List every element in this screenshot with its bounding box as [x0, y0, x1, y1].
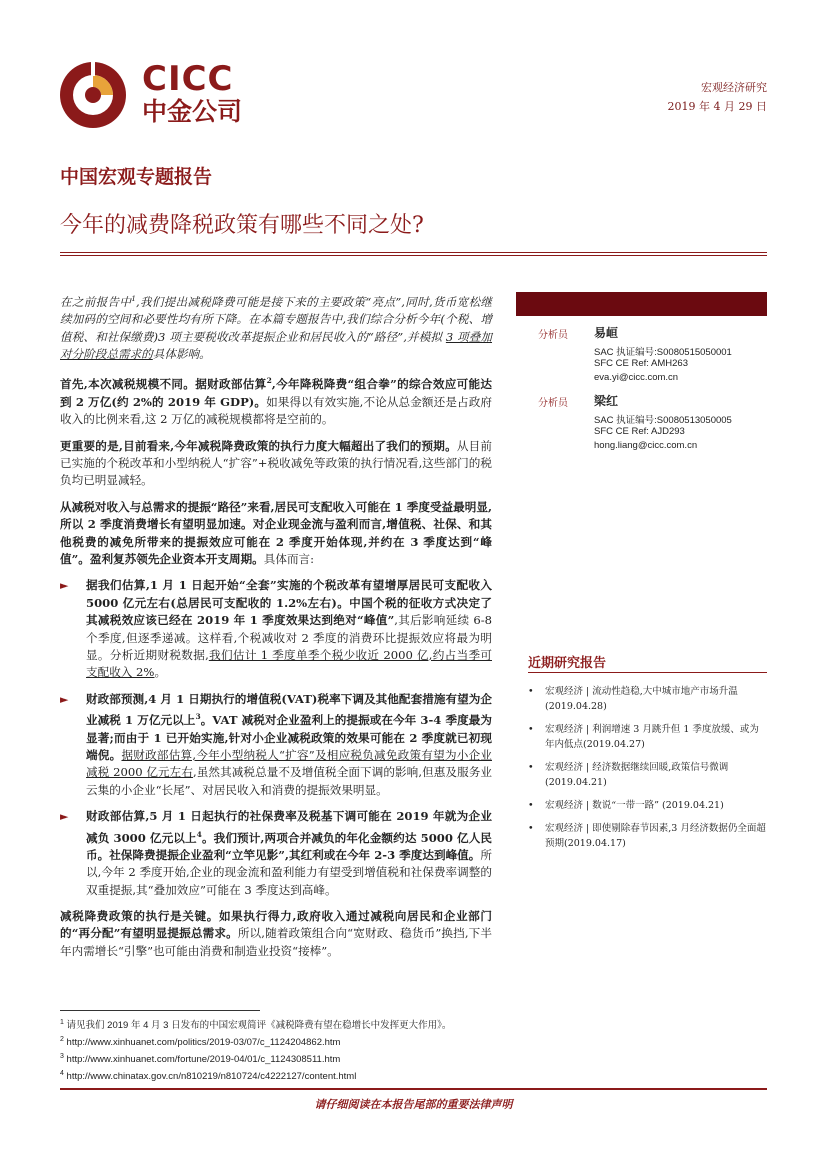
analyst-name: 易峘 [594, 326, 619, 340]
paragraph-4: 减税降费政策的执行是关键。如果执行得力,政府收入通过减税向居民和企业部门的“再分配”有望明显提振总需求。所以,随着政策组合向“宽财政、稳货币”换挡,下半年内需增长“引擎”也可能由消费和制造业投资“接棒”。 [60, 909, 493, 958]
recent-report-item[interactable]: • 宏观经济 | 利润增速 3 月跳升但 1 季度放缓、或为年内低点(2019.04.27) [528, 724, 759, 750]
footnote[interactable]: $^4$ http://www.chinatax.gov.cn/n810219/n810724/c4222127/content.html [60, 1069, 357, 1083]
report-date: 2019 年 4 月 29 日 [667, 100, 767, 113]
recent-reports-list [528, 684, 767, 859]
analyst-email[interactable]: hong.liang@cicc.com.cn [594, 440, 698, 451]
cicc-logo [58, 60, 278, 130]
recent-reports-title: 近期研究报告 [528, 656, 607, 671]
report-type: 中国宏观专题报告 [60, 166, 213, 188]
analyst-sac: SAC 执证编号:S0080515050001 [594, 347, 732, 358]
report-title: 今年的减费降税政策有哪些不同之处? [60, 213, 424, 238]
analyst-label: 分析员 [538, 398, 568, 409]
recent-reports-divider [528, 672, 767, 673]
paragraph-3: 从减税对收入与总需求的提振“路径”来看,居民可支配收入可能在 1 季度受益最明显,所以 2 季度消费增长有望明显加速。对企业现金流与盈利而言,增值税、社保、和其他税费的减免所带来的提振效应可能在 2 季度开始体现,并约在 3 季度达到“峰值”。盈利复苏领先企业资本开支周期。具体而言: [60, 499, 492, 566]
recent-report-item[interactable]: • 宏观经济 | 经济数据继续回暖,政策信号微调 (2019.04.21) [528, 762, 729, 788]
analyst-label: 分析员 [538, 330, 568, 341]
cicc-logo-icon [58, 60, 128, 130]
paragraph-1: 首先,本次减税规模不同。据财政部估算$^2$,今年降税降费“组合拳”的综合效应可能达到 2 万亿(约 2%的 2019 年 GDP)。如果得以有效实施,不论从总金额还是占政府收入的比例来看,这 2 万亿的减税规模都将是空前的。 [60, 376, 493, 427]
bullet-dot-icon: • [528, 724, 534, 735]
recent-report-item[interactable]: • 宏观经济 | 数说“一带一路” (2019.04.21) [528, 800, 724, 811]
arrow-bullet-icon: ► [60, 810, 69, 824]
bullet-item: ► 财政部估算,5 月 1 日起执行的社保费率及税基下调可能在 2019 年就为企业减负 3000 亿元以上$^4$。我们预计,两项合并减负的年化金额约达 5000 亿人民币。社保降费提振企业盈利“立竿见影”,其红利或在今年 2-3 季度达到峰值。所以,今年 2 季度开始,企业的现金流和盈利能力有望受到增值税和社保费率调整的双重提振,其“叠加效应”可能在 3 季度达到高峰。 [60, 809, 492, 897]
analyst-card [538, 392, 767, 460]
footnote[interactable]: $^3$ http://www.xinhuanet.com/fortune/2019-04/01/c_1124308511.htm [60, 1052, 341, 1066]
arrow-bullet-icon: ► [60, 692, 69, 706]
sidebar-header-bar [516, 292, 767, 316]
bullet-dot-icon: • [528, 800, 534, 811]
footnote-divider [60, 1010, 260, 1011]
recent-report-item[interactable]: • 宏观经济 | 流动性趋稳,大中城市地产市场升温 (2019.04.28) [528, 686, 738, 712]
footnotes [60, 1016, 767, 1084]
recent-report-item[interactable]: • 宏观经济 | 即使剔除春节因素,3 月经济数据仍全面超预期(2019.04.17) [528, 823, 766, 849]
analyst-sac: SAC 执证编号:S0080513050005 [594, 415, 732, 426]
analyst-card [538, 324, 767, 392]
bullet-dot-icon: • [528, 686, 534, 697]
report-category: 宏观经济研究 [701, 81, 767, 94]
bullet-item: ► 据我们估算,1 月 1 日起开始“全套”实施的个税改革有望增厚居民可支配收入 5000 亿元左右(总居民可支配收的 1.2%左右)。中国个税的征收方式决定了其减税效应该已经在 2019 年 1 季度效果达到绝对“峰值”,其后影响延续 6-8 个季度,但逐季递减。这样看,个税减收对 2 季度的消费环比提振效应将最为明显。分析近期财税数据,我们估计 1 季度单季个税少收近 2000 亿,约占当季可支配收入 2%。 [60, 578, 492, 680]
main-text [60, 290, 492, 969]
footer-divider [60, 1088, 767, 1090]
bullet-dot-icon: • [528, 762, 534, 773]
bullet-item: ► 财政部预测,4 月 1 日期执行的增值税(VAT)税率下调及其他配套措施有望为企业减税 1 万亿元以上$^3$。VAT 减税对企业盈利上的提振或在今年 3-4 季度最为显著;而由于 1 已开始实施,针对小企业减税政策的效果可能在 2 季度就已初现端倪。据财政部估算,今年小型纳税人“扩容”及相应税负减免政策有望为小企业减税 2000 亿元左右,虽然其减税总量不及增值税全面下调的影响,但惠及服务业云集的小企业“长尾”、对居民收入和消费的提振效果明显。 [60, 691, 493, 797]
bullet-dot-icon: • [528, 823, 534, 834]
intro-paragraph: 在之前报告中$^1$,我们提出减税降费可能是接下来的主要政策“亮点”,同时,货币宽松继续加码的空间和必要性均有所下降。在本篇专题报告中,我们综合分析今年(个税、增值税、和社保缴费)3 项主要税收改革提振企业和居民收入的“路径”,并模拟 3 项叠加对分阶段总需求的具体影响。 [60, 294, 493, 362]
title-divider [60, 252, 767, 253]
header-meta [668, 78, 767, 116]
logo-text-cn: 中金公司 [142, 97, 243, 126]
paragraph-2: 更重要的是,目前看来,今年减税降费政策的执行力度大幅超出了我们的预期。从目前已实施的个税改革和小型纳税人“扩容”+税收减免等政策的执行情况看,这些部门的税负均已明显减轻。 [60, 438, 492, 488]
analyst-sfc: SFC CE Ref: AJD293 [594, 426, 685, 437]
footnote[interactable]: $^2$ http://www.xinhuanet.com/politics/2019-03/07/c_1124204862.htm [60, 1035, 341, 1049]
analyst-email[interactable]: eva.yi@cicc.com.cn [594, 372, 679, 383]
arrow-bullet-icon: ► [60, 579, 69, 593]
logo-text-en: CICC [142, 59, 234, 99]
footnote: $^1$ 请见我们 2019 年 4 月 3 日发布的中国宏观简评《减税降费有望在稳增长中发挥更大作用》。 [60, 1019, 452, 1032]
title-divider-2 [60, 255, 767, 256]
analyst-list [538, 324, 767, 460]
analyst-name: 梁红 [594, 394, 619, 408]
legal-disclaimer: 请仔细阅读在本报告尾部的重要法律声明 [314, 1098, 513, 1111]
analyst-sfc: SFC CE Ref: AMH263 [594, 358, 688, 369]
